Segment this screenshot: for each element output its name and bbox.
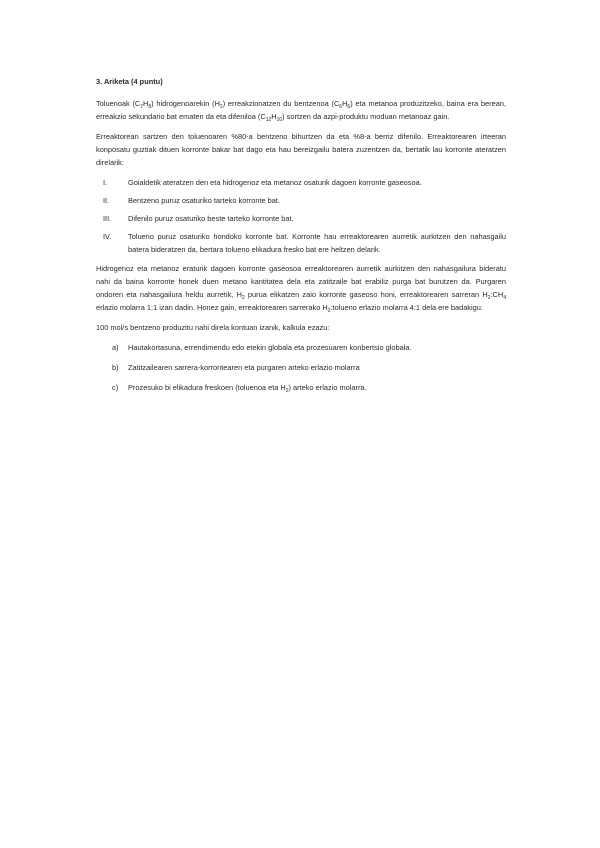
exercise-heading: 3. Ariketa (4 puntu)	[96, 77, 163, 86]
list-marker: IV.	[103, 232, 112, 241]
list-item-text: Tolueno puruz osaturiko hondoko korronte bat. Korronte hau erreaktorearen aurretik aurkitzen den nahasgailu batera bideratzen da, bertara tolueno elikadura fresko bat ere heltzen delarik.	[128, 232, 506, 254]
list-item	[96, 212, 506, 225]
list-item-text: Zatitzailearen sarrera-korrontearen eta purgaren arteko erlazio molarra	[128, 363, 360, 372]
list-item	[96, 194, 506, 207]
list-item	[96, 176, 506, 189]
list-item	[96, 341, 506, 354]
purge-paragraph: Hidrogenoz eta metanoz eraturik dagoen korronte gaseosoa erreaktorearen aurretik aurkitzen den nahasgailura bideratu nahi da baina korronte honek duen metano kantitatea dela eta zatitzaile bat erabiliz purga bat burutzen da. Purgaren ondoren eta nahasgailura heldu aurretik, $H_2$ purua elikatzen zaio korronte gaseoso honi, erreaktorearen sarreran $H_2:CH_4$ erlazio molarra 1:1 izan dadin. Honez gain, erreaktorearen sarrerako $H_2:tolueno$ erlazio molarra 4:1 dela ere badakigu.	[96, 264, 506, 314]
list-item-text: Difenilo puruz osaturiko beste tarteko korronte bat.	[128, 214, 294, 223]
reactor-paragraph: Erreaktorean sartzen den toluenoaren %80-a bentzeno bihurtzen da eta %8-a berriz difenilo. Erreaktorearen irteeran konposatu guztiak dituen korronte bakar bat dago eta hau bereizgailu batera zuzentzen da, bertatik lau korronte ateratzen direlarik:	[96, 132, 506, 167]
list-marker: a)	[112, 343, 119, 352]
list-item-text: Goialdetik ateratzen den eta hidrogenoz eta metanoz osaturik dagoen korronte gaseosoa.	[128, 178, 422, 187]
streams-list	[96, 176, 506, 256]
document-page	[96, 75, 506, 401]
list-item	[96, 381, 506, 394]
list-item-text: Bentzeno puruz osaturiko tarteko korronte bat.	[128, 196, 281, 205]
list-marker: c)	[112, 383, 119, 392]
list-item	[96, 361, 506, 374]
questions-list	[96, 341, 506, 394]
list-marker: b)	[112, 363, 119, 372]
intro-paragraph: Toluenoak $(C_7H_8)$ hidrogenoarekin $(H_2)$ erreakzionatzen du bentzenoa $(C_6H_6)$ eta metanoa produzitzeko, baina era berean, erreakzio sekundario bat ematen da eta difeniloa $(C_{12}H_{10})$ sortzen da azpi-produktu moduan metanoaz gain.	[96, 99, 506, 123]
list-marker: III.	[103, 214, 112, 223]
task-paragraph: 100 mol/s bentzeno produzitu nahi direla kontuan izanik, kalkula ezazu:	[96, 323, 330, 332]
list-marker: I.	[103, 178, 108, 187]
list-item-text: Hautakortasuna, errendimendu edo etekin globala eta prozesuaren konbertsio globala.	[128, 343, 412, 352]
list-item-text: Prozesuko bi elikadura freskoen (toluenoa eta $H_2$) arteko erlazio molarra.	[128, 383, 367, 394]
list-item	[96, 230, 506, 256]
list-marker: II.	[103, 196, 110, 205]
